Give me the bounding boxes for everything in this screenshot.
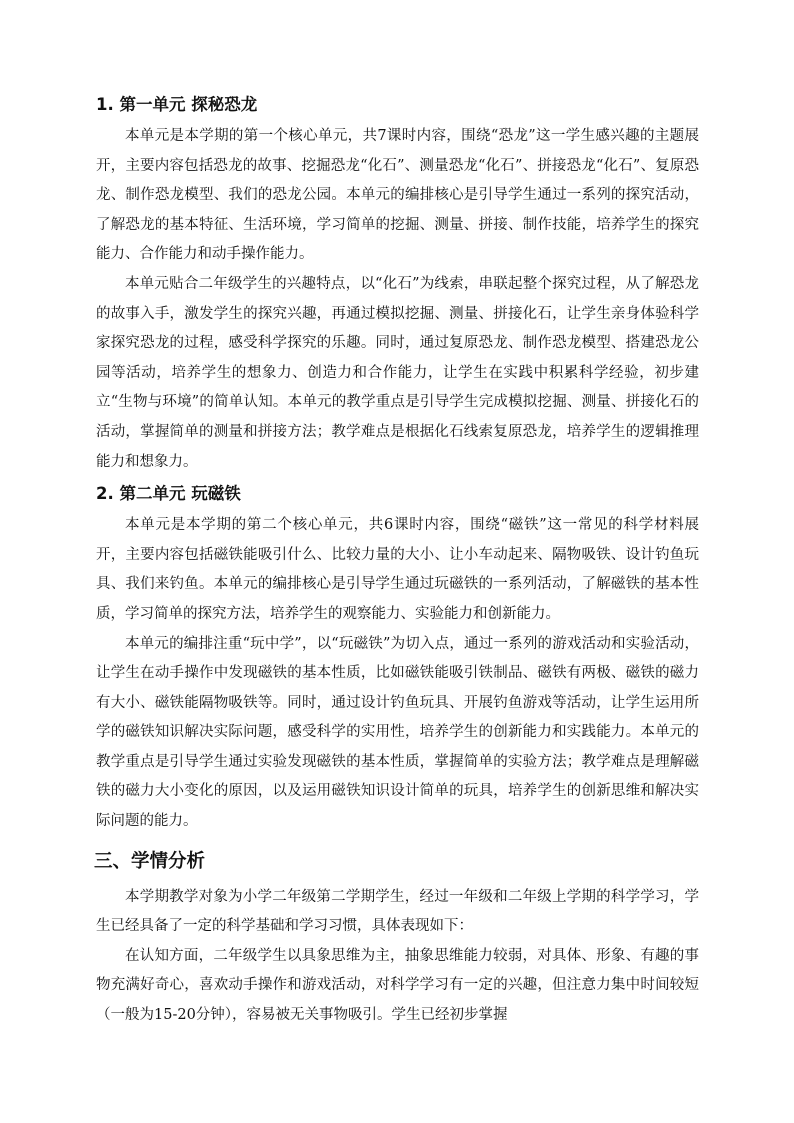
section-heading-unit2: 2. 第二单元 玩磁铁: [96, 484, 241, 504]
section-heading-unit1: 1. 第一单元 探秘恐龙: [96, 95, 258, 114]
paragraph-unit1-detail: 本单元贴合二年级学生的兴趣特点，以“化石”为线索，串联起整个探究过程，从了解恐龙的故事入手，激发学生的探究兴趣，再通过模拟挖掘、测量、拼接化石，让学生亲身体验科学家探究恐龙的过程，感受科学探究的乐趣。同时，通过复原恐龙、制作恐龙模型、搭建恐龙公园等活动，培养学生的想象力、创造力和合作能力，让学生在实践中积累科学经验，初步建立“生物与环境”的简单认知。本单元的教学重点是引导学生完成模拟挖掘、测量、拼接化石的活动，掌握简单的测量和拼接方法；教学难点是根据化石线索复原恐龙，培养学生的逻辑推理能力和想象力。: [96, 275, 699, 470]
paragraph-analysis-cognition: 在认知方面，二年级学生以具象思维为主，抽象思维能力较弱，对具体、形象、有趣的事物充满好奇心，喜欢动手操作和游戏活动，对科学学习有一定的兴趣，但注意力集中时间较短（一般为15-20分钟），容易被无关事物吸引。学生已经初步掌握: [96, 947, 699, 1024]
paragraph-unit2-intro: 本单元是本学期的第二个核心单元，共6课时内容，围绕“磁铁”这一常见的科学材料展开，主要内容包括磁铁能吸引什么、比较力量的大小、让小车动起来、隔物吸铁、设计钓鱼玩具、我们来钓鱼。本单元的编排核心是引导学生通过玩磁铁的一系列活动，了解磁铁的基本性质，学习简单的探究方法，培养学生的观察能力、实验能力和创新能力。: [96, 517, 699, 622]
paragraph-unit2-detail: 本单元的编排注重“玩中学”，以“玩磁铁”为切入点，通过一系列的游戏活动和实验活动，让学生在动手操作中发现磁铁的基本性质，比如磁铁能吸引铁制品、磁铁有两极、磁铁的磁力有大小、磁铁能隔物吸铁等。同时，通过设计钓鱼玩具、开展钓鱼游戏等活动，让学生运用所学的磁铁知识解决实际问题，感受科学的实用性，培养学生的创新能力和实践能力。本单元的教学重点是引导学生通过实验发现磁铁的基本性质，掌握简单的实验方法；教学难点是理解磁铁的磁力大小变化的原因，以及运用磁铁知识设计简单的玩具，培养学生的创新思维和解决实际问题的能力。: [96, 635, 699, 830]
paragraph-unit1-intro: 本单元是本学期的第一个核心单元，共7课时内容，围绕“恐龙”这一学生感兴趣的主题展开，主要内容包括恐龙的故事、挖掘恐龙“化石”、测量恐龙“化石”、拼接恐龙“化石”、复原恐龙、制作恐龙模型、我们的恐龙公园。本单元的编排核心是引导学生通过一系列的探究活动，了解恐龙的基本特征、生活环境，学习简单的挖掘、测量、拼接、制作技能，培养学生的探究能力、合作能力和动手操作能力。: [96, 128, 699, 263]
document-page: [96, 88, 699, 1031]
section-heading-analysis: 三、学情分析: [94, 850, 206, 872]
paragraph-analysis-intro: 本学期教学对象为小学二年级第二学期学生，经过一年级和二年级上学期的科学学习，学生已经具备了一定的科学基础和学习习惯，具体表现如下：: [96, 888, 699, 935]
